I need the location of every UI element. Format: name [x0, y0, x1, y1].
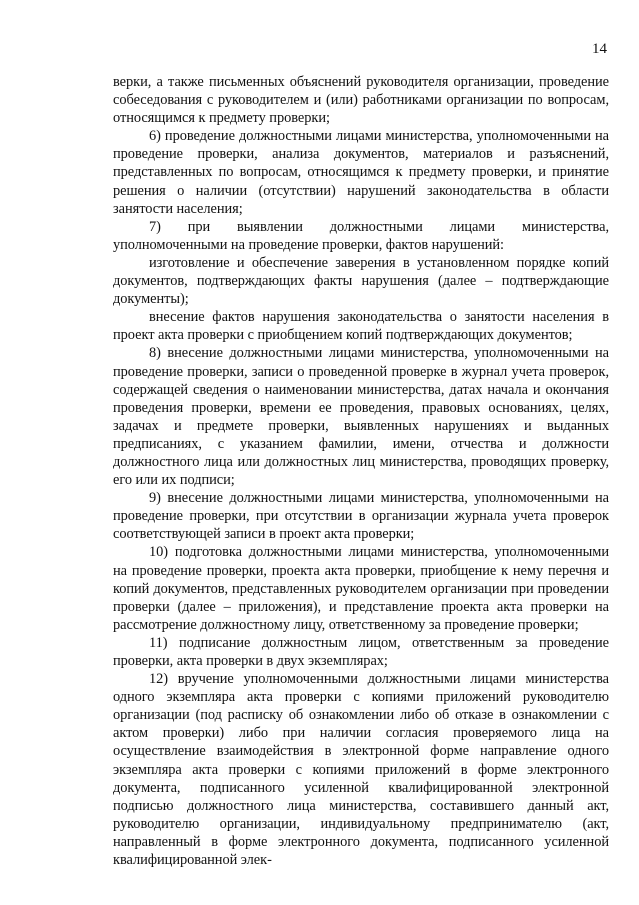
paragraph-item-10: 10) подготовка должностными лицами министерства, уполномоченными на проведение проверки, проекта акта проверки, приобщение к нему перечня и копий документов, представленных руководителем организации при проведении проверки (далее – приложения), и представление проекта акта проверки на рассмотрение должностному лицу, ответственному за проведение проверки;	[113, 544, 609, 633]
paragraph-item-12: 12) вручение уполномоченными должностными лицами министерства одного экземпляра акта проверки с копиями приложений руководителю организации (под расписку об ознакомлении либо об отказе в ознакомлении с актом проверки) либо при наличии согласия проверяемого лица на осуществление взаимодействия в электронной форме направление одного экземпляра акта проверки с копиями приложений в форме электронного документа, подписанного усиленной квалифицированной электронной подписью должностного лица министерства, составившего данный акт, руководителю организации, индивидуальному предпринимателю (акт, направленный в форме электронного документа, подписанного усиленной квалифицированной элек-	[113, 671, 609, 869]
paragraph-subitem-violations: внесение фактов нарушения законодательства о занятости населения в проект акта проверки с приобщением копий подтверждающих документов;	[113, 309, 609, 344]
paragraph-item-9: 9) внесение должностными лицами министерства, уполномоченными на проведение проверки, при отсутствии в организации журнала учета проверок соответствующей записи в проект акта проверки;	[113, 490, 609, 543]
paragraph-item-6: 6) проведение должностными лицами министерства, уполномоченными на проведение проверки, анализа документов, материалов и разъяснений, представленных по вопросам, относящимся к предмету проверки, и принятие решения о наличии (отсутствии) нарушений законодательства в области занятости населения;	[113, 128, 609, 217]
paragraph-continuation: верки, а также письменных объяснений руководителя организации, проведение собеседования с руководителем и (или) работниками организации по вопросам, относящимся к предмету проверки;	[113, 74, 609, 127]
paragraph-item-11: 11) подписание должностным лицом, ответственным за проведение проверки, акта проверки в двух экземплярах;	[113, 634, 609, 669]
paragraph-subitem-copies: изготовление и обеспечение заверения в установленном порядке копий документов, подтверждающих факты нарушения (далее – подтверждающие документы);	[113, 254, 609, 308]
paragraph-item-8: 8) внесение должностными лицами министерства, уполномоченными на проведение проверки, записи о проведенной проверке в журнал учета проверок, содержащей сведения о наименовании министерства, датах начала и окончания проведения проверки, времени ее проведения, правовых основаниях, целях, задачах и предмете проверки, выявленных нарушениях и выданных предписаниях, с указанием фамилии, имени, отчества и должности должностного лица или должностных лиц министерства, проводящих проверку, его или их подписи;	[113, 345, 609, 489]
document-body	[113, 73, 609, 869]
page-number: 14	[592, 41, 607, 57]
paragraph-item-7: 7) при выявлении должностными лицами министерства, уполномоченными на проведение проверки, фактов нарушений:	[113, 218, 609, 253]
